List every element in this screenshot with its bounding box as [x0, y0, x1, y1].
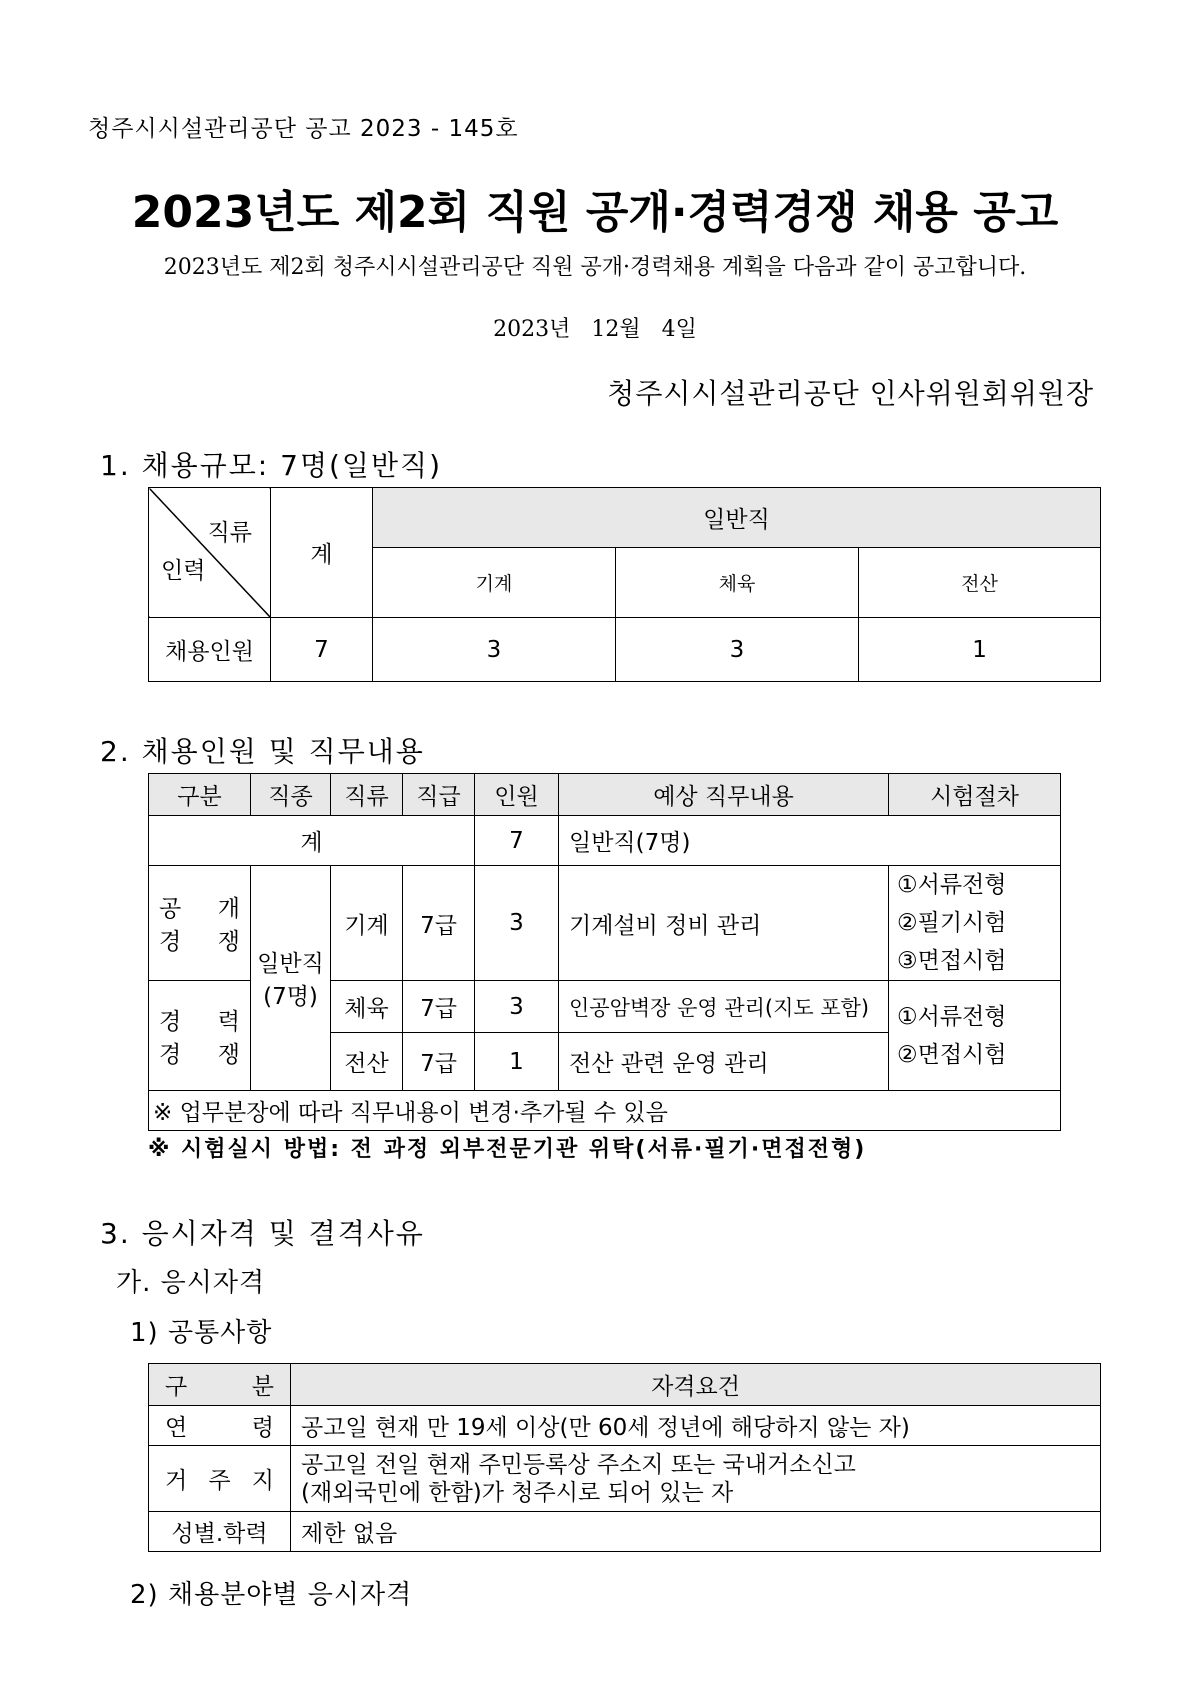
- grade-cell: 7급: [403, 1033, 475, 1091]
- section3-heading: 3. 응시자격 및 결격사유: [100, 1217, 425, 1250]
- count-cell: 3: [475, 866, 559, 981]
- col-header-gubun: 구분: [149, 774, 251, 816]
- label-char: 령: [251, 1415, 274, 1441]
- type-char: 경: [159, 1008, 182, 1035]
- requirement-residence: [291, 1446, 1101, 1512]
- header-char: 구: [165, 1374, 188, 1400]
- col-header-procedure: 시험절차: [889, 774, 1061, 816]
- job-kind: 일반직: [257, 951, 324, 977]
- col-header-jobkind: 직종: [251, 774, 331, 816]
- desc-cell: 인공암벽장 운영 관리(지도 포함): [559, 981, 889, 1033]
- label-char: 거: [165, 1468, 188, 1494]
- count-cell: 3: [475, 981, 559, 1033]
- procedure-step: ①서류전형: [897, 1003, 1007, 1030]
- signer: 청주시시설관리공단 인사위원회위원장: [607, 377, 1094, 410]
- procedure-career-cell: [889, 981, 1061, 1091]
- grade-cell: 7급: [403, 981, 475, 1033]
- requirement-gender-education: 제한 없음: [291, 1512, 1101, 1552]
- series-cell: 전산: [331, 1033, 403, 1091]
- col-header-desc: 예상 직무내용: [559, 774, 889, 816]
- procedure-step: ②면접시험: [897, 1041, 1007, 1068]
- procedure-step: ①서류전형: [897, 872, 1007, 898]
- grade-cell: 7급: [403, 866, 475, 981]
- column-header: 체육: [616, 548, 859, 618]
- total-label: 계: [149, 816, 475, 866]
- row-label-gender-education: 성별.학력: [149, 1512, 291, 1552]
- type-career-cell: [149, 981, 251, 1091]
- type-char: 쟁: [217, 1041, 240, 1068]
- label-char: 연: [165, 1415, 188, 1441]
- procedure-step: ③면접시험: [897, 948, 1007, 974]
- desc-cell: 전산 관련 운영 관리: [559, 1033, 889, 1091]
- table-note: ※ 업무분장에 따라 직무내용이 변경·추가될 수 있음: [149, 1091, 1061, 1131]
- value-cell: 3: [616, 618, 859, 682]
- series-cell: 체육: [331, 981, 403, 1033]
- requirement-line: (재외국민에 한함)가 청주시로 되어 있는 자: [301, 1479, 734, 1506]
- procedure-open-cell: [889, 866, 1061, 981]
- value-cell: 1: [859, 618, 1101, 682]
- value-cell: 3: [373, 618, 616, 682]
- sub-heading-ga: 가. 응시자격: [116, 1268, 266, 1298]
- section2-heading: 2. 채용인원 및 직무내용: [100, 735, 425, 768]
- type-char: 경: [159, 1041, 182, 1068]
- col-header-requirement: 자격요건: [291, 1364, 1101, 1406]
- section1-heading: 1. 채용규모: 7명(일반직): [100, 449, 442, 482]
- count-cell: 1: [475, 1033, 559, 1091]
- diagonal-header-cell: [149, 488, 271, 618]
- page-title: 2023년도 제2회 직원 공개·경력경쟁 채용 공고: [131, 187, 1059, 238]
- procedure-step: ②필기시험: [897, 910, 1007, 936]
- col-header-series: 직류: [331, 774, 403, 816]
- col-header-count: 인원: [475, 774, 559, 816]
- exam-method-note: ※ 시험실시 방법: 전 과정 외부전문기관 위탁(서류·필기·면접전형): [148, 1137, 867, 1162]
- subtitle: 2023년도 제2회 청주시시설관리공단 직원 공개·경력채용 계획을 다음과 같이 공고합니다.: [163, 255, 1027, 280]
- total-count: 7: [475, 816, 559, 866]
- job-kind-count: (7명): [263, 984, 318, 1010]
- label-char: 지: [251, 1468, 274, 1494]
- requirement-line: 공고일 전일 현재 주민등록상 주소지 또는 국내거소신고: [301, 1451, 856, 1478]
- requirement-age: 공고일 현재 만 19세 이상(만 60세 정년에 해당하지 않는 자): [291, 1406, 1101, 1446]
- col-header-gubun: [149, 1364, 291, 1406]
- total-header: 계: [271, 488, 373, 618]
- type-char: 공: [159, 896, 182, 922]
- column-header: 기계: [373, 548, 616, 618]
- row-label-residence: [149, 1446, 291, 1512]
- type-char: 경: [159, 929, 182, 955]
- group-header: 일반직: [373, 488, 1101, 548]
- header-char: 분: [251, 1374, 274, 1400]
- series-cell: 기계: [331, 866, 403, 981]
- qualification-table: [148, 1363, 1101, 1552]
- desc-cell: 기계설비 정비 관리: [559, 866, 889, 981]
- col-header-grade: 직급: [403, 774, 475, 816]
- row-label: 채용인원: [149, 618, 271, 682]
- column-header: 전산: [859, 548, 1101, 618]
- type-char: 개: [217, 896, 240, 922]
- type-char: 력: [217, 1008, 240, 1035]
- notice-date: 2023년 12월 4일: [493, 317, 697, 342]
- label-char: 주: [208, 1468, 231, 1494]
- job-kind-cell: [251, 866, 331, 1091]
- type-open-cell: [149, 866, 251, 981]
- row-label-age: [149, 1406, 291, 1446]
- sub-heading-1: 1) 공통사항: [130, 1318, 273, 1348]
- sub-heading-2: 2) 채용분야별 응시자격: [130, 1580, 413, 1610]
- diag-top-label: 직류: [207, 520, 252, 546]
- job-detail-table: [148, 773, 1061, 1131]
- recruitment-scale-table: [148, 487, 1101, 682]
- total-desc: 일반직(7명): [559, 816, 1061, 866]
- type-char: 쟁: [217, 929, 240, 955]
- diag-bottom-label: 인력: [161, 558, 206, 584]
- total-value: 7: [271, 618, 373, 682]
- notice-number: 청주시시설관리공단 공고 2023 - 145호: [88, 116, 519, 142]
